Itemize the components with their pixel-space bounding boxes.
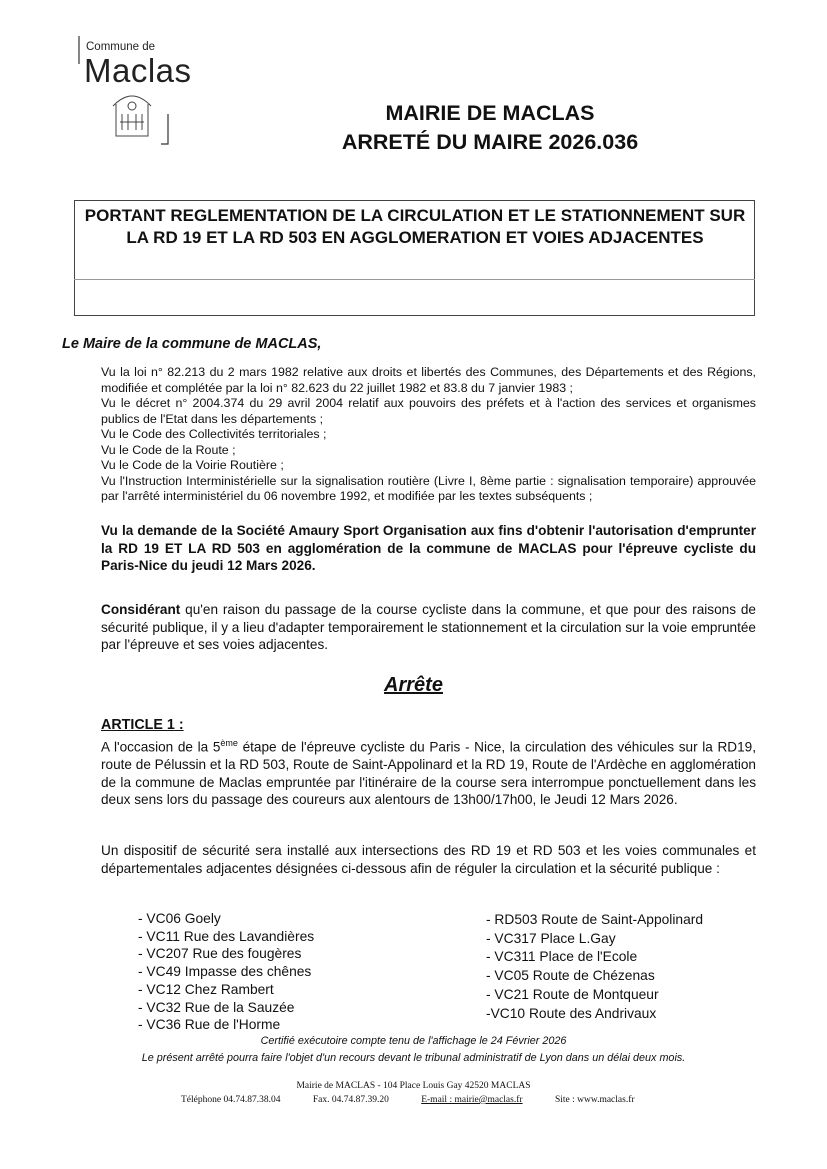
- road-list-left: [138, 910, 314, 1034]
- article-1-text-start: A l'occasion de la 5: [101, 739, 221, 755]
- list-item: - VC06 Goely: [138, 911, 221, 926]
- town-hall-icon: [113, 96, 151, 136]
- visa-item: Vu l'Instruction Interministérielle sur la signalisation routière (Livre I, 8ème partie : signalisation temporaire) approuvée par l'arrêté interministériel du 06 novembre 1992, et modifiée par les textes subséquents ;: [101, 473, 756, 503]
- list-item: - VC49 Impasse des chênes: [138, 964, 312, 980]
- logo-town-name: Maclas: [84, 52, 192, 89]
- footer-contacts: [181, 1095, 665, 1105]
- list-item: -VC10 Route des Andrivaux: [486, 1005, 657, 1021]
- maire-intro: Le Maire de la commune de MACLAS,: [62, 336, 322, 352]
- mairie-title: MAIRIE DE MACLAS: [385, 101, 595, 125]
- footer-telephone: Téléphone 04.74.87.38.04: [181, 1095, 281, 1105]
- footer-email[interactable]: E-mail : mairie@maclas.fr: [421, 1095, 523, 1105]
- visa-item: Vu le Code de la Route ;: [101, 442, 236, 457]
- article-1-heading: [101, 717, 184, 733]
- list-item: - VC21 Route de Montqueur: [486, 986, 659, 1002]
- arrete-number: ARRETÉ DU MAIRE 2026.036: [341, 130, 639, 154]
- considerant-text: qu'en raison du passage de la course cycliste dans la commune, et que pour des raisons de sécurité publique, il y a lieu d'adapter temporairement le stationnement et la circulation sur la voie empruntée par l'épreuve et ses voies adjacentes.: [101, 602, 756, 652]
- list-item: - VC11 Rue des Lavandières: [138, 928, 315, 944]
- visa-item: Vu le Code de la Voirie Routière ;: [101, 458, 284, 472]
- list-item: - RD503 Route de Saint-Appolinard: [486, 912, 704, 927]
- footer-website[interactable]: Site : www.maclas.fr: [554, 1095, 635, 1105]
- article-1-text-end: étape de l'épreuve cycliste du Paris - Nice, la circulation des véhicules sur la RD19, route de Pélussin et la RD 503, Route de Saint-Appolinard et la RD 19, Route de l'Ardèche en agglomération de la commune de Maclas empruntée par l'itinéraire de la course sera interrompue ponctuellement dans les deux sens lors du passage des coureurs aux alentours de 13h00/17h00, le Jeudi 12 Mars 2026.: [101, 739, 756, 808]
- article-1-label: ARTICLE 1: [101, 717, 175, 733]
- list-item: - VC311 Place de l'Ecole: [486, 949, 638, 965]
- footer-address: Mairie de MACLAS - 104 Place Louis Gay 42520 MACLAS: [296, 1081, 531, 1091]
- considerant-paragraph: [101, 601, 756, 654]
- article-1-colon: :: [174, 717, 184, 733]
- list-item: - VC05 Route de Chézenas: [486, 968, 655, 984]
- list-item: - VC32 Rue de la Sauzée: [138, 999, 295, 1015]
- considerant-keyword: Considérant: [101, 602, 181, 617]
- visas-block: [101, 365, 756, 505]
- visa-item: Vu le Code des Collectivités territoriales ;: [101, 427, 327, 441]
- article-1-superscript: ème: [220, 738, 238, 748]
- list-item: - VC207 Rue des fougères: [138, 946, 302, 962]
- visa-item: Vu la loi n° 82.213 du 2 mars 1982 relative aux droits et libertés des Communes, des Départements et des Régions, modifiée et complétée par la loi n° 82.623 du 22 juillet 1982 et 83.8 du 7 janvier 1983 ;: [101, 365, 756, 395]
- appeal-note: Le présent arrêté pourra faire l'objet d'un recours devant le tribunal administratif de Lyon dans un délai deux mois.: [141, 1052, 686, 1064]
- certification-note: Certifié exécutoire compte tenu de l'affichage le 24 Février 2026: [260, 1035, 567, 1047]
- list-item: - VC36 Rue de l'Horme: [138, 1017, 281, 1033]
- logo-commune-label: Commune de: [86, 41, 156, 53]
- title-box-divider: [74, 279, 755, 280]
- demande-paragraph: Vu la demande de la Société Amaury Sport Organisation aux fins d'obtenir l'autorisation d'emprunter la RD 19 ET LA RD 503 en agglomération de la commune de MACLAS pour l'épreuve cycliste du Paris-Nice du jeudi 12 Mars 2026.: [101, 523, 756, 573]
- article-1-paragraph-1: [101, 735, 756, 809]
- arrete-heading: Arrête: [384, 674, 443, 696]
- footer-fax: Fax. 04.74.87.39.20: [312, 1095, 389, 1105]
- list-item: - VC12 Chez Rambert: [138, 981, 274, 997]
- list-item: - VC317 Place L.Gay: [486, 930, 616, 946]
- road-list-right: [486, 911, 703, 1023]
- visa-item: Vu le décret n° 2004.374 du 29 avril 2004 relatif aux pouvoirs des préfets et à l'action des services et organismes publics de l'Etat dans les départements ;: [101, 396, 756, 426]
- article-1-paragraph-2: Un dispositif de sécurité sera installé aux intersections des RD 19 et RD 503 et les voies communales et départementales adjacentes désignées ci-dessous afin de réguler la circulation et la sécurité publique :: [101, 843, 756, 876]
- arrete-subject: PORTANT REGLEMENTATION DE LA CIRCULATION ET LE STATIONNEMENT SUR LA RD 19 ET LA RD 503 EN AGGLOMERATION ET VOIES ADJACENTES: [84, 206, 746, 247]
